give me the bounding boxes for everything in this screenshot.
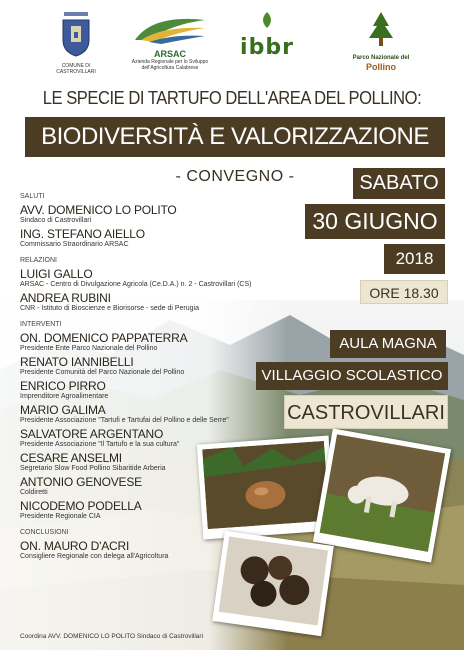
list-item: [20, 292, 255, 313]
speaker-name: ENRICO PIRRO: [20, 379, 106, 393]
list-item: [20, 428, 255, 449]
list-item: [20, 228, 255, 249]
convegno-label: - CONVEGNO -: [175, 168, 295, 185]
speaker-name: ANDREA RUBINI: [20, 291, 111, 305]
arsac-emblem-icon: [133, 10, 207, 44]
leaf-icon: [257, 10, 277, 30]
speaker-role: Presidente Regionale CIA: [20, 513, 101, 520]
arsac-caption: Azienda Regionale per lo Sviluppo dell'Agricoltura Calabrese: [131, 59, 209, 71]
speaker-role: Coldiretti: [20, 489, 48, 496]
speaker-name: MARIO GALIMA: [20, 403, 106, 417]
speaker-name: ING. STEFANO AIELLO: [20, 227, 145, 241]
speaker-role: Segretario Slow Food Pollino Sibaritide Arberia: [20, 465, 166, 472]
speaker-name: ON. MAURO D'ACRI: [20, 539, 130, 553]
title-line-2: BIODIVERSITÀ E VALORIZZAZIONE: [25, 117, 445, 157]
pine-tree-icon: [361, 10, 401, 50]
speaker-role: ARSAC - Centro di Divulgazione Agricola (Ce.D.A.) n. 2 - Castrovillari (CS): [20, 281, 252, 288]
list-item: [20, 380, 255, 401]
speaker-role: CNR - Istituto di Bioscienze e Biorisorse - sede di Perugia: [20, 305, 199, 312]
list-item: [20, 540, 255, 561]
title-line-1: LE SPECIE DI TARTUFO DELL'AREA DEL POLLINO:: [42, 88, 422, 108]
arsac-name: ARSAC: [153, 49, 186, 59]
list-item: [20, 332, 255, 353]
list-item: [20, 268, 255, 289]
speaker-name: RENATO IANNIBELLI: [20, 355, 134, 369]
comune-crest-icon: [59, 10, 93, 58]
speaker-role: Sindaco di Castrovillari: [20, 217, 92, 224]
saluti-label: SALUTI: [20, 193, 45, 200]
truffle-dog-image: [320, 434, 446, 552]
parco-name: Pollino: [366, 62, 396, 72]
truffle-dog-photo: [313, 428, 451, 562]
speaker-role: Commissario Straordinario ARSAC: [20, 241, 129, 248]
list-item: [20, 452, 255, 473]
event-date: 30 GIUGNO: [305, 204, 445, 239]
speaker-name: AVV. DOMENICO LO POLITO: [20, 203, 177, 217]
list-item: [20, 500, 255, 521]
conclusioni-label: CONCLUSIONI: [20, 529, 69, 536]
event-city: CASTROVILLARI: [284, 395, 448, 429]
event-place-2: VILLAGGIO SCOLASTICO: [256, 362, 448, 390]
interventi-label: INTERVENTI: [20, 321, 62, 328]
list-item: [20, 204, 255, 225]
event-day: SABATO: [353, 168, 445, 199]
speaker-name: ANTONIO GENOVESE: [20, 475, 142, 489]
ibr-logo: [232, 10, 302, 60]
comune-logo: [44, 10, 108, 75]
speaker-role: Presidente Comunità del Parco Nazionale del Pollino: [20, 369, 185, 376]
speaker-name: LUIGI GALLO: [20, 267, 93, 281]
comune-caption: COMUNE DI CASTROVILLARI: [56, 63, 96, 75]
speaker-role: Presidente Associazione "Il Tartufo e la sua cultura": [20, 441, 180, 448]
ibr-name: ibbr: [240, 35, 294, 60]
speaker-name: NICODEMO PODELLA: [20, 499, 142, 513]
speaker-name: CESARE ANSELMI: [20, 451, 122, 465]
list-item: [20, 404, 255, 425]
arsac-logo: [130, 10, 210, 71]
parco-caption: Parco Nazionale del: [352, 55, 410, 61]
speaker-role: Consigliere Regionale con delega all'Agricoltura: [20, 553, 169, 560]
logo-band: [0, 0, 464, 80]
relazioni-label: RELAZIONI: [20, 257, 57, 264]
parco-logo: [340, 10, 422, 72]
event-place-1: AULA MAGNA: [330, 330, 446, 358]
speaker-role: Presidente Ente Parco Nazionale del Pollino: [20, 345, 158, 352]
program-list: [20, 190, 255, 561]
event-time: ORE 18.30: [360, 280, 448, 304]
event-year: 2018: [384, 244, 445, 274]
speaker-role: Imprenditore Agroalimentare: [20, 393, 109, 400]
list-item: [20, 356, 255, 377]
speaker-name: SALVATORE ARGENTANO: [20, 427, 164, 441]
speaker-name: ON. DOMENICO PAPPATERRA: [20, 331, 188, 345]
list-item: [20, 476, 255, 497]
speaker-role: Presidente Associazione "Tartufi e Tartufai del Pollino e delle Serre": [20, 417, 229, 424]
coordination-note: Coordina AVV. DOMENICO LO POLITO Sindaco di Castrovillari: [20, 633, 204, 640]
